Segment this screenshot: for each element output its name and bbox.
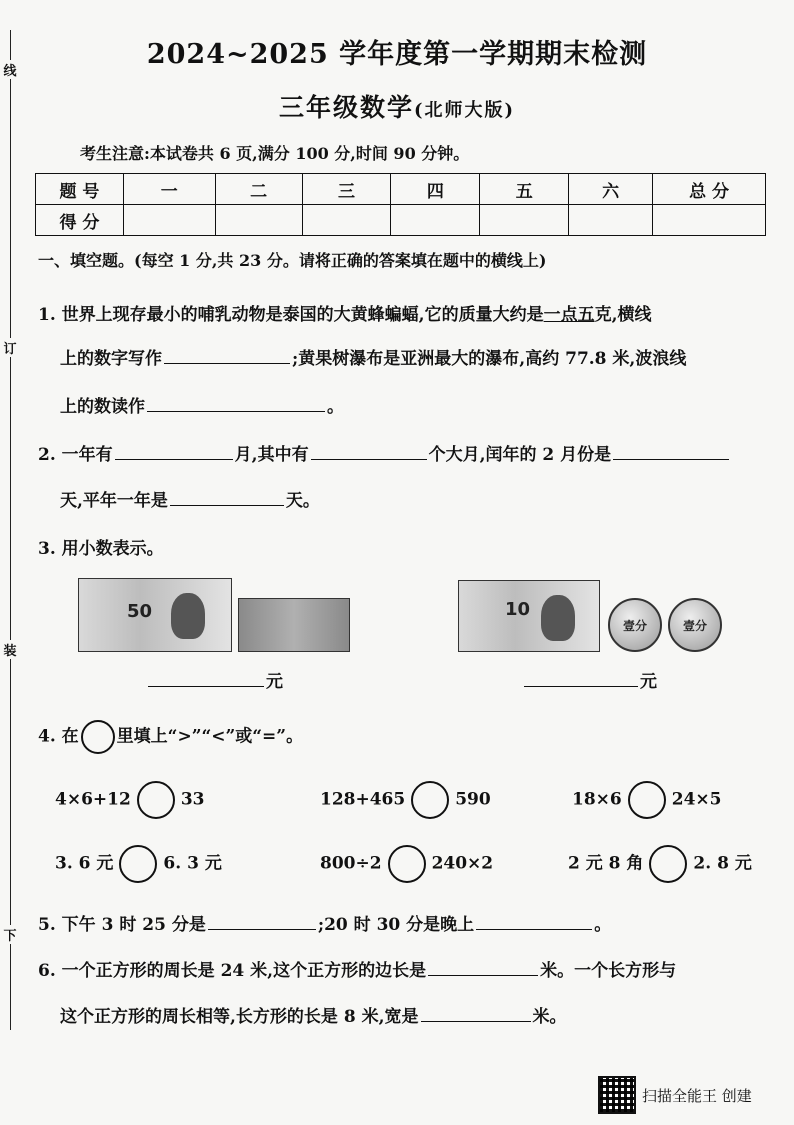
q2-text: 天,平年一年是 xyxy=(60,491,168,511)
note-denomination: 50 xyxy=(127,601,153,622)
header-cell: 一 xyxy=(123,174,215,205)
q6-text: 米。 xyxy=(532,1007,567,1027)
q1-line3 xyxy=(60,392,344,417)
qr-code-icon xyxy=(598,1076,636,1114)
exam-subtitle xyxy=(0,88,794,124)
exam-notice: 考生注意:本试卷共 6 页,满分 100 分,时间 90 分钟。 xyxy=(80,144,470,163)
q1-text: 。 xyxy=(327,397,344,417)
one-fen-coin-image: 壹分 xyxy=(608,598,662,652)
q1-line1 xyxy=(38,300,652,325)
q3-stem: 3. 用小数表示。 xyxy=(38,539,164,559)
q2-line2 xyxy=(60,486,320,511)
compare-item-6 xyxy=(568,845,752,883)
score-cell[interactable] xyxy=(480,205,569,236)
q3-left-answer xyxy=(146,667,283,692)
compare-circle-input[interactable] xyxy=(388,845,426,883)
section-heading: 一、填空题。(每空 1 分,共 23 分。请将正确的答案填在题中的横线上) xyxy=(38,251,547,270)
subject-name: 三年级数学 xyxy=(278,93,414,122)
score-cell[interactable] xyxy=(391,205,480,236)
q2-text: 天。 xyxy=(285,491,320,511)
unit-yuan: 元 xyxy=(640,672,657,692)
header-cell: 六 xyxy=(569,174,653,205)
compare-left: 18×6 xyxy=(572,789,622,810)
q1-text: 1. 世界上现存最小的哺乳动物是泰国的大黄蜂蝙蝠,它的质量大约是 xyxy=(38,305,544,325)
compare-circle-input[interactable] xyxy=(137,781,175,819)
q4-stem xyxy=(38,720,303,754)
margin-char-xia: 下 xyxy=(0,925,20,944)
unit-yuan: 元 xyxy=(266,672,283,692)
q2-answer-blank-1[interactable] xyxy=(115,441,233,460)
compare-right: 24×5 xyxy=(671,789,722,810)
compare-left: 4×6+12 xyxy=(55,789,131,810)
score-cell[interactable] xyxy=(653,205,766,236)
margin-char-zhuang: 装 xyxy=(0,640,20,659)
score-cell[interactable] xyxy=(123,205,215,236)
q6-answer-blank-1[interactable] xyxy=(428,957,538,976)
compare-item-3 xyxy=(572,781,721,819)
q2-text: 个大月,闰年的 2 月份是 xyxy=(428,445,612,465)
edition-label: (北师大版) xyxy=(413,100,516,121)
compare-left: 3. 6 元 xyxy=(55,853,114,874)
q3-answer-blank-2[interactable] xyxy=(524,668,638,687)
q6-line1 xyxy=(38,956,676,981)
compare-left: 800÷2 xyxy=(320,853,382,874)
score-table-score-row xyxy=(36,205,766,236)
score-table xyxy=(35,173,766,236)
q5-answer-blank-2[interactable] xyxy=(476,911,592,930)
q5-text: 。 xyxy=(594,915,612,935)
score-table-header-row xyxy=(36,174,766,205)
q4-text: 4. 在 xyxy=(38,726,79,747)
score-cell[interactable] xyxy=(215,205,302,236)
q6-line2 xyxy=(60,1002,567,1027)
margin-char-xian: 线 xyxy=(0,60,20,79)
header-cell: 二 xyxy=(215,174,302,205)
portrait-icon xyxy=(541,595,575,641)
jiao-note-image xyxy=(238,598,350,652)
compare-item-2 xyxy=(320,781,491,819)
note-denomination: 10 xyxy=(505,599,531,620)
q3-answer-blank-1[interactable] xyxy=(148,668,264,687)
compare-right: 33 xyxy=(180,789,205,810)
ten-yuan-note-image xyxy=(458,580,600,652)
compare-circle-input[interactable] xyxy=(119,845,157,883)
circle-icon xyxy=(81,720,115,754)
q6-answer-blank-2[interactable] xyxy=(421,1003,531,1022)
q1-underlined-number: 一点五 xyxy=(543,305,595,325)
q1-text: 上的数字写作 xyxy=(60,349,162,369)
q2-answer-blank-2[interactable] xyxy=(311,441,427,460)
compare-item-5 xyxy=(320,845,493,883)
compare-right: 2. 8 元 xyxy=(693,853,752,874)
compare-circle-input[interactable] xyxy=(411,781,449,819)
q5-text: 5. 下午 3 时 25 分是 xyxy=(38,915,206,935)
portrait-icon xyxy=(171,593,205,639)
q2-answer-blank-3[interactable] xyxy=(613,441,729,460)
compare-right: 590 xyxy=(455,789,491,810)
compare-right: 6. 3 元 xyxy=(163,853,222,874)
scanner-watermark xyxy=(598,1076,752,1114)
q1-line2 xyxy=(60,344,686,369)
compare-left: 2 元 8 角 xyxy=(568,853,644,874)
q2-text: 月,其中有 xyxy=(234,445,309,465)
q2-line1 xyxy=(38,440,731,465)
q6-text: 6. 一个正方形的周长是 24 米,这个正方形的边长是 xyxy=(38,961,427,981)
q6-text: 米。一个长方形与 xyxy=(540,961,677,981)
compare-circle-input[interactable] xyxy=(649,845,687,883)
q2-answer-blank-4[interactable] xyxy=(170,487,284,506)
q1-text: ;黄果树瀑布是亚洲最大的瀑布,高约 77.8 米,波浪线 xyxy=(292,349,687,369)
header-cell: 三 xyxy=(302,174,391,205)
q2-text: 2. 一年有 xyxy=(38,445,113,465)
score-row-label: 得 分 xyxy=(36,205,124,236)
compare-item-4 xyxy=(55,845,222,883)
compare-right: 240×2 xyxy=(431,853,494,874)
compare-left: 128+465 xyxy=(320,789,406,810)
binding-line xyxy=(10,30,11,1030)
q4-text: 里填上“>”“<”或“=”。 xyxy=(116,726,304,747)
q5-answer-blank-1[interactable] xyxy=(208,911,316,930)
q6-text: 这个正方形的周长相等,长方形的长是 8 米,宽是 xyxy=(60,1007,419,1027)
score-cell[interactable] xyxy=(569,205,653,236)
header-cell: 题 号 xyxy=(36,174,124,205)
one-fen-coin-image: 壹分 xyxy=(668,598,722,652)
exam-title: 2024~2025 学年度第一学期期末检测 xyxy=(146,39,648,70)
q3-right-answer xyxy=(522,667,657,692)
margin-char-ding: 订 xyxy=(0,338,20,357)
header-cell: 总 分 xyxy=(653,174,766,205)
q5-line xyxy=(38,910,611,935)
q1-answer-blank-2[interactable] xyxy=(147,393,325,412)
fifty-yuan-note-image xyxy=(78,578,232,652)
compare-item-1 xyxy=(55,781,204,819)
q1-text: 克,横线 xyxy=(594,305,652,325)
header-cell: 四 xyxy=(391,174,480,205)
score-cell[interactable] xyxy=(302,205,391,236)
q5-text: ;20 时 30 分是晚上 xyxy=(317,915,475,935)
compare-circle-input[interactable] xyxy=(628,781,666,819)
q1-text: 上的数读作 xyxy=(60,397,145,417)
header-cell: 五 xyxy=(480,174,569,205)
q1-answer-blank-1[interactable] xyxy=(164,345,290,364)
watermark-text: 扫描全能王 创建 xyxy=(642,1086,752,1105)
